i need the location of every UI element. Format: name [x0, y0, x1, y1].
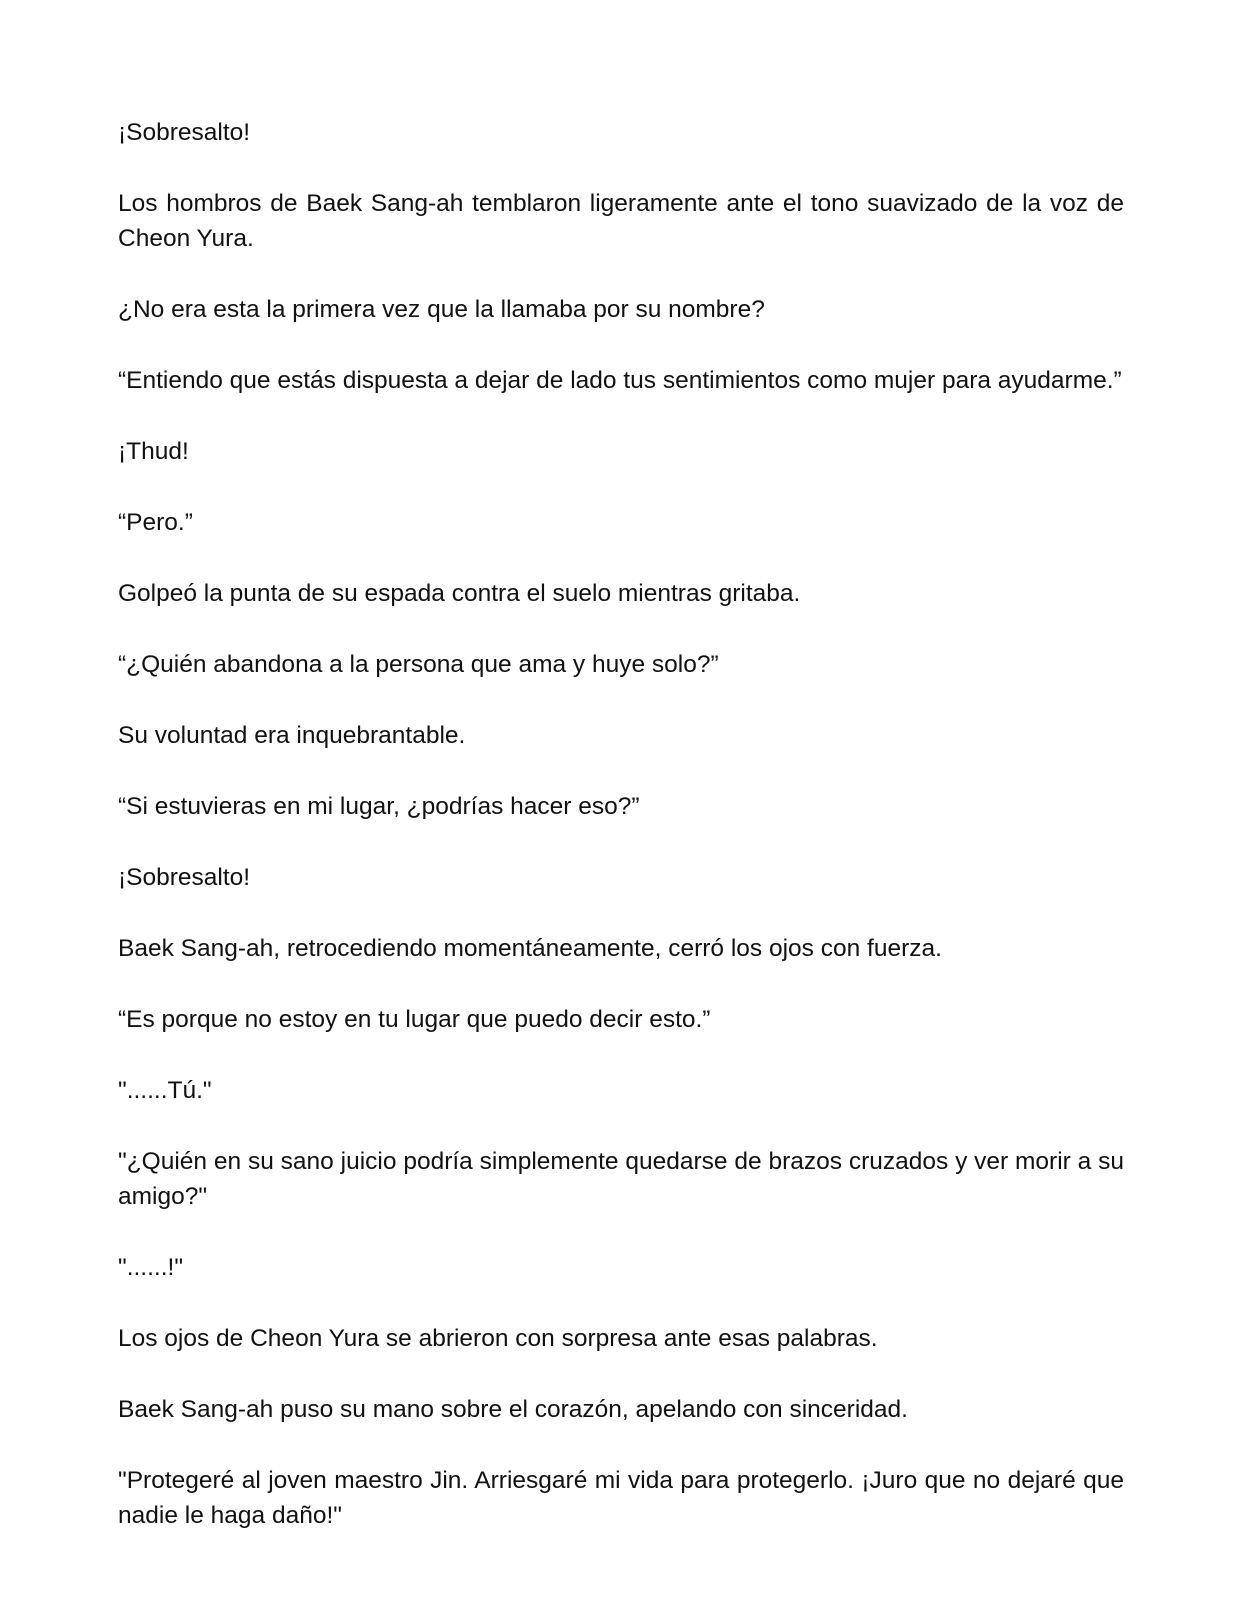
document-body	[118, 115, 1124, 1569]
paragraph-19: "Protegeré al joven maestro Jin. Arriesgaré mi vida para protegerlo. ¡Juro que no dejaré que nadie le haga daño!"	[118, 1467, 1124, 1529]
paragraph-3: ¿No era esta la primera vez que la llamaba por su nombre?	[118, 296, 765, 323]
paragraph-10: “Si estuvieras en mi lugar, ¿podrías hacer eso?”	[118, 793, 640, 820]
paragraph-9: Su voluntad era inquebrantable.	[118, 722, 466, 749]
paragraph-15: "¿Quién en su sano juicio podría simplemente quedarse de brazos cruzados y ver morir a su amigo?"	[118, 1148, 1124, 1210]
paragraph-2: Los hombros de Baek Sang-ah temblaron ligeramente ante el tono suavizado de la voz de Cheon Yura.	[118, 190, 1124, 252]
paragraph-4: “Entiendo que estás dispuesta a dejar de lado tus sentimientos como mujer para ayudarme.”	[118, 367, 1122, 394]
paragraph-18: Baek Sang-ah puso su mano sobre el corazón, apelando con sinceridad.	[118, 1396, 908, 1423]
paragraph-17: Los ojos de Cheon Yura se abrieron con sorpresa ante esas palabras.	[118, 1325, 878, 1352]
paragraph-13: “Es porque no estoy en tu lugar que puedo decir esto.”	[118, 1006, 711, 1033]
paragraph-12: Baek Sang-ah, retrocediendo momentáneamente, cerró los ojos con fuerza.	[118, 935, 942, 962]
paragraph-16: "......!"	[118, 1254, 184, 1281]
paragraph-7: Golpeó la punta de su espada contra el suelo mientras gritaba.	[118, 580, 801, 607]
paragraph-5: ¡Thud!	[118, 438, 189, 465]
paragraph-8: “¿Quién abandona a la persona que ama y huye solo?”	[118, 651, 719, 678]
paragraph-11: ¡Sobresalto!	[118, 864, 251, 891]
paragraph-14: "......Tú."	[118, 1077, 212, 1104]
paragraph-1: ¡Sobresalto!	[118, 119, 251, 146]
paragraph-6: “Pero.”	[118, 509, 193, 536]
